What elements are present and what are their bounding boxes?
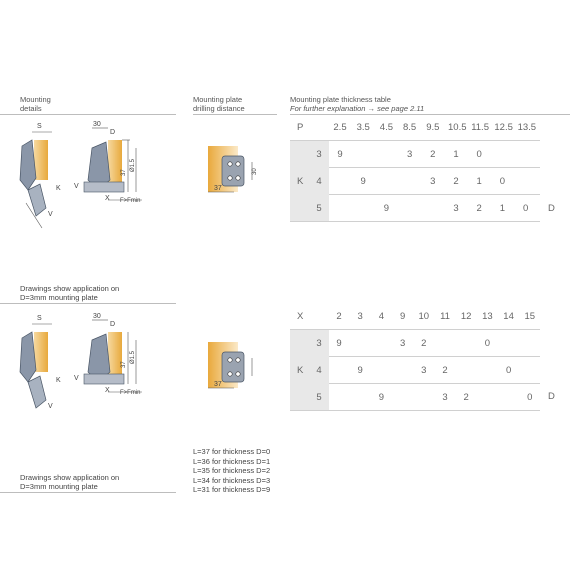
table-column-header: 2: [336, 311, 342, 322]
table-cell: 3: [453, 203, 459, 214]
row-k-value: 3: [316, 149, 322, 160]
table-cell: 9: [378, 392, 385, 403]
mounting-plate: [222, 352, 244, 382]
door-panel: [108, 140, 122, 184]
table-cell: 3: [442, 392, 448, 403]
thickness-table-header: [290, 95, 424, 113]
label-x: X: [105, 387, 110, 394]
thickness-list: [193, 447, 270, 495]
mounting-plate: [84, 374, 124, 384]
label-v: V: [74, 375, 79, 382]
thickness-line: L=37 for thickness D=0: [193, 447, 271, 456]
table-column-header: 2.5: [333, 122, 347, 133]
table-column-header: 10.5: [448, 122, 467, 133]
table-cell: 3: [430, 176, 436, 187]
table-cell: 2: [453, 176, 459, 187]
table-column-header: 4.5: [379, 122, 393, 133]
table-cell: 9: [336, 338, 342, 349]
header-divider: [290, 114, 570, 115]
d-label: D: [548, 203, 555, 214]
label-diameter: Ø1.5: [130, 350, 136, 364]
label-v: V: [48, 403, 53, 410]
table-column-header: 8.5: [402, 122, 417, 133]
label-30: 30: [93, 313, 101, 320]
screw-hole: [236, 372, 240, 376]
table-cell: 0: [505, 365, 512, 376]
header-line: Mounting: [20, 95, 51, 104]
table-row-divider: [290, 140, 540, 141]
table-cell: 1: [453, 149, 459, 160]
table-cell: 2: [430, 149, 436, 160]
label-37: 37: [121, 361, 127, 368]
mounting-details-header: [20, 95, 51, 113]
label-32: 30: [252, 168, 258, 175]
d-label: D: [548, 391, 555, 402]
hinge-arm: [20, 332, 36, 382]
row-k-value: 5: [316, 392, 322, 403]
header-line: details: [20, 104, 42, 113]
note-line: D=3mm mounting plate: [20, 482, 98, 491]
table-column-header: 15: [524, 311, 536, 322]
table-column-header: 9: [399, 311, 406, 322]
hinge-arm: [20, 140, 36, 190]
row-k-value: 4: [316, 365, 322, 376]
screw-hole: [236, 358, 240, 362]
drilling-distance-header: [193, 95, 245, 113]
table-cell: 0: [527, 392, 533, 403]
hinge-cup: [28, 376, 46, 408]
table-cell: 0: [522, 203, 529, 214]
table-cell: 1: [499, 203, 506, 214]
label-30: 30: [93, 121, 101, 128]
screw-hole: [236, 162, 240, 166]
label-d: D: [110, 321, 116, 328]
label-37: 37: [214, 185, 222, 192]
table-column-header: 12.5: [494, 122, 513, 133]
table-cell: 3: [406, 149, 413, 160]
table-column-header: 10: [418, 311, 430, 322]
thickness-line: L=36 for thickness D=1: [193, 456, 271, 466]
table-cell: 2: [463, 392, 469, 403]
screw-hole: [228, 176, 232, 180]
header-divider: [0, 114, 176, 115]
table-column-header: 9.5: [426, 122, 440, 133]
hinge-drawing-top: [12, 118, 182, 238]
screw-hole: [236, 176, 240, 180]
table-row-divider: [329, 383, 540, 384]
table-cell: 1: [476, 176, 482, 187]
screw-hole: [228, 358, 232, 362]
table-column-header: 3: [357, 311, 363, 322]
table-cell: 3: [399, 338, 406, 349]
table-column-header: 13: [482, 311, 493, 322]
table-row-divider: [329, 194, 540, 195]
label-v: V: [48, 211, 53, 218]
table-row-divider: [290, 329, 540, 330]
table-cell: 9: [383, 203, 390, 214]
door-panel: [34, 140, 48, 180]
application-note-top: [20, 284, 119, 302]
door-panel: [108, 332, 122, 376]
table-cell: 0: [484, 338, 491, 349]
label-d: D: [110, 129, 116, 136]
table-column-header: 4: [378, 311, 385, 322]
table-cell: 0: [499, 176, 506, 187]
k-label: K: [297, 365, 304, 376]
hinge-cup: [28, 184, 46, 216]
table-column-header: 3.5: [356, 122, 370, 133]
label-x: X: [105, 195, 110, 202]
table-cell: 2: [421, 338, 427, 349]
screw-hole: [228, 162, 232, 166]
table-row-divider: [329, 356, 540, 357]
table-cell: 2: [442, 365, 448, 376]
thickness-line: L=34 for thickness D=3: [193, 475, 271, 485]
section-divider: [0, 303, 176, 304]
table-cell: 3: [421, 365, 427, 376]
mounting-plate: [222, 156, 244, 186]
row-k-value: 3: [316, 338, 322, 349]
thickness-line: L=35 for thickness D=2: [193, 466, 271, 475]
header-line: Mounting plate: [193, 95, 243, 104]
table-column-header: 12: [460, 311, 472, 322]
note-line: Drawings show application on: [20, 473, 120, 482]
label-fmin: F>Fmin: [120, 198, 141, 204]
label-fmin: F>Fmin: [120, 390, 141, 396]
header-subtitle: For further explanation → see page 2.11: [290, 104, 425, 113]
header-title: Mounting plate thickness table: [290, 95, 391, 104]
label-k: K: [56, 377, 61, 384]
label-v: V: [74, 183, 79, 190]
table-column-header: 11: [440, 311, 450, 322]
table-corner-label: P: [297, 122, 304, 133]
table-row-divider: [290, 410, 540, 411]
table-cell: 0: [476, 149, 482, 160]
screw-hole: [228, 372, 232, 376]
label-37: 37: [214, 381, 222, 388]
row-k-value: 5: [316, 203, 322, 214]
note-line: D=3mm mounting plate: [20, 293, 98, 302]
table-cell: 9: [337, 149, 343, 160]
label-s: S: [37, 315, 42, 322]
row-k-value: 4: [316, 176, 322, 187]
header-line: drilling distance: [193, 104, 245, 113]
label-diameter: Ø1.5: [130, 158, 136, 172]
hinge-drawing-bottom: [12, 310, 182, 425]
mounting-plate: [84, 182, 124, 192]
table-column-header: 13.5: [517, 122, 537, 133]
table-row-divider: [329, 167, 540, 168]
drilling-drawing-top: [200, 140, 270, 200]
label-k: K: [56, 185, 61, 192]
label-37: 37: [121, 169, 127, 176]
table-column-header: 14: [503, 311, 514, 322]
application-note-bottom: [20, 473, 119, 491]
note-line: Drawings show application on: [20, 284, 120, 293]
table-row-divider: [290, 221, 540, 222]
table-column-header: 11.5: [471, 122, 489, 133]
header-divider: [193, 114, 277, 115]
drilling-drawing-bottom: [200, 336, 270, 396]
thickness-line: L=31 for thickness D=9: [193, 485, 271, 494]
table-cell: 2: [476, 203, 482, 214]
table-cell: 9: [360, 176, 366, 187]
door-panel: [34, 332, 48, 372]
table-cell: 9: [357, 365, 363, 376]
section-divider: [0, 492, 176, 493]
label-s: S: [37, 123, 42, 130]
table-corner-label: X: [297, 311, 304, 322]
k-label: K: [297, 176, 304, 187]
